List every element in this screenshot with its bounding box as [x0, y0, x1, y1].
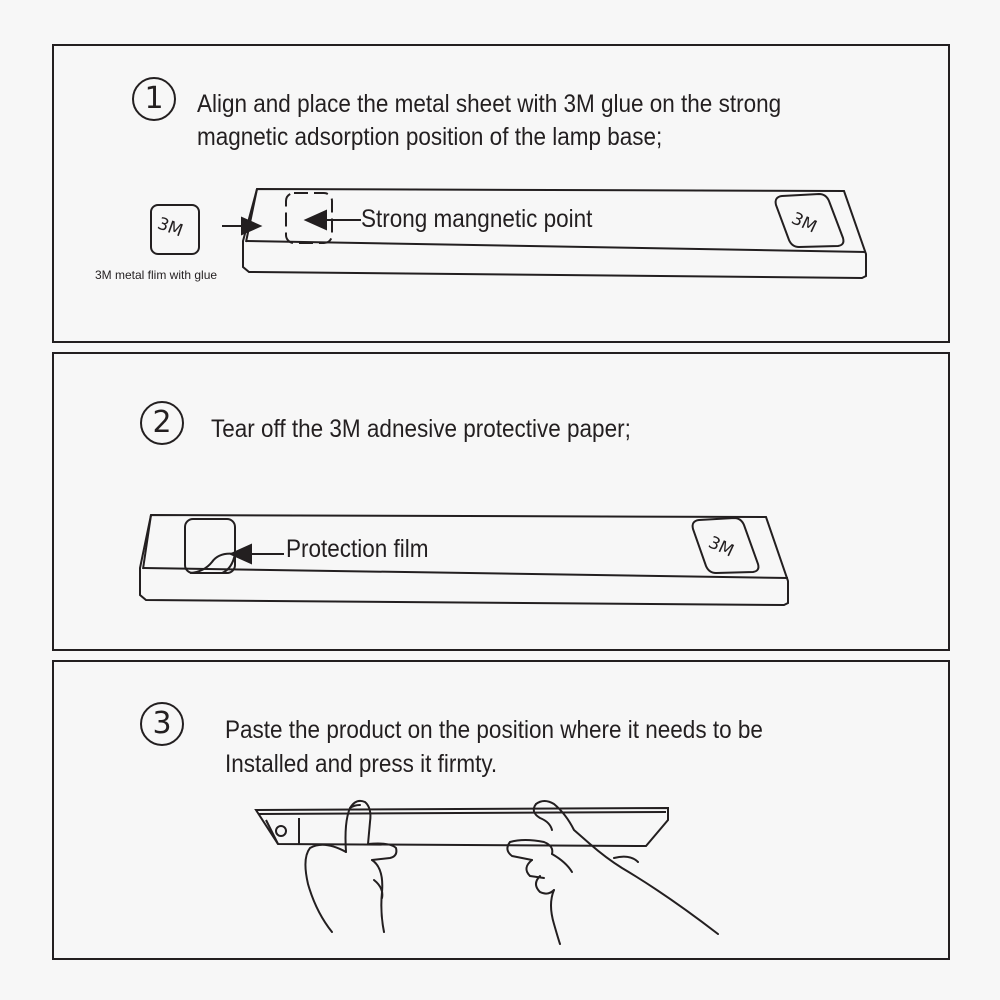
step-1-text-line-1: Align and place the metal sheet with 3M glue on the strong: [197, 90, 782, 118]
svg-text:3M: 3M: [154, 213, 186, 242]
step-3-text-line-1: Paste the product on the position where it needs to be: [225, 716, 763, 744]
strong-magnetic-point-label: Strong mangnetic point: [361, 205, 593, 233]
protection-film-icon: [185, 519, 235, 573]
callout-arrow-icon: [231, 545, 284, 563]
metal-sheet-icon: [693, 518, 759, 573]
step-3-illustration: [54, 662, 952, 962]
hands-icon: [305, 801, 718, 944]
step-2-text-line-1: Tear off the 3M adnesive protective paper;: [211, 415, 631, 443]
svg-text:3M: 3M: [788, 208, 820, 238]
metal-film-label: 3M metal flim with glue: [95, 268, 218, 282]
arrow-right-icon: [222, 218, 260, 234]
step-3-number: 3: [140, 702, 184, 746]
lamp-bar-icon: [256, 808, 668, 846]
protection-film-label: Protection film: [286, 535, 429, 563]
step-2-illustration: [54, 354, 952, 653]
svg-text:3M: 3M: [705, 532, 737, 562]
step-3-panel: [52, 660, 950, 960]
step-2-panel: [52, 352, 950, 651]
step-1-panel: [52, 44, 950, 343]
step-2-number: 2: [140, 401, 184, 445]
step-1-text-line-2: magnetic adsorption position of the lamp base;: [197, 123, 663, 151]
metal-sheet-icon: [776, 194, 844, 247]
step-1-illustration: [54, 46, 952, 345]
step-3-text-line-2: Installed and press it firmty.: [225, 750, 498, 778]
metal-sheet-icon: [151, 205, 199, 254]
step-1-number: 1: [132, 77, 176, 121]
lamp-bar-icon: [140, 515, 788, 605]
callout-arrow-icon: [306, 211, 361, 229]
